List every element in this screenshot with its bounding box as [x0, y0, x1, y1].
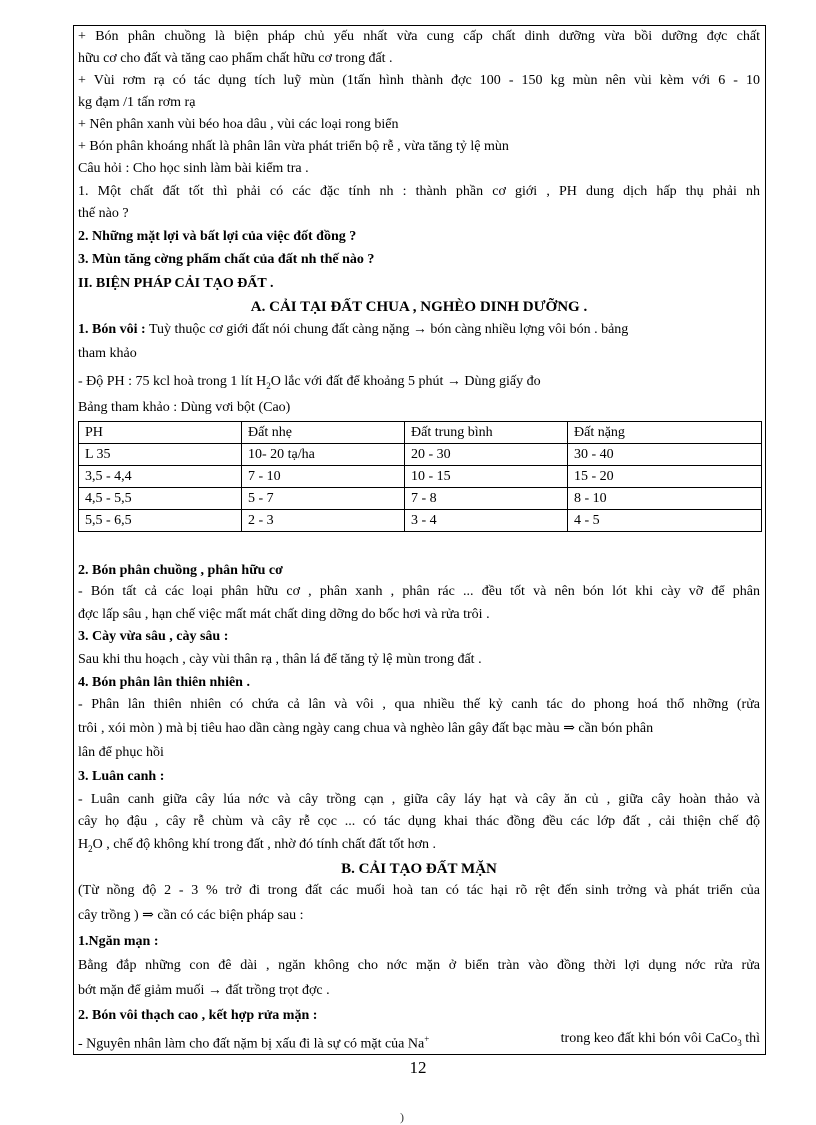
para1-line1: + Bón phân chuồng là biện pháp chủ yếu nhất vừa cung cấp chất dinh dưỡng vừa bồi dưỡng đợc chất — [78, 29, 760, 44]
gypsum-heading: 2. Bón vôi thạch cao , kết hợp rửa mặn : — [78, 1008, 318, 1023]
salt-intro-line2 — [78, 907, 760, 925]
gypsum-text-b: trong keo đất khi bón vôi CaCo — [560, 1031, 738, 1046]
table-caption: Bảng tham khảo : Dùng vơi bột (Cao) — [78, 400, 291, 415]
table-cell: 30 - 40 — [568, 444, 762, 466]
table-cell: 5 - 7 — [242, 488, 405, 510]
double-arrow-icon: ⇒ — [142, 908, 154, 923]
table-cell: 8 - 10 — [568, 488, 762, 510]
lime-line2: tham khảo — [78, 346, 137, 361]
table-header-cell: Đất nặng — [568, 422, 762, 444]
phosphate-heading: 4. Bón phân lân thiên nhiên . — [78, 675, 250, 690]
gypsum-superscript: + — [424, 1034, 430, 1044]
para1-line2: hữu cơ cho đất và tăng cao phẩm chất hữu cơ trong đất . — [78, 51, 393, 66]
para4: + Bón phân khoáng nhất là phân lân vừa phát triển bộ rễ , vừa tăng tỷ lệ mùn — [78, 139, 509, 154]
gypsum-text-a: - Nguyên nhân làm cho đất nặm bị xấu đi là sự có mặt của Na — [78, 1036, 425, 1052]
table-cell: 7 - 10 — [242, 466, 405, 488]
question-3: 3. Mùn tăng cờng phẩm chất của đất nh thế nào ? — [78, 252, 375, 267]
dike-line2-part1: bớt mặn để giảm muối — [78, 983, 205, 998]
ph-text-part3: Dùng giấy đo — [464, 374, 541, 389]
ph-text-part1: - Độ PH : 75 kcl hoà trong 1 lít H — [78, 374, 267, 389]
table-cell: 3,5 - 4,4 — [79, 466, 242, 488]
dike-line1: Bằng đắp những con đê dài , ngăn không cho nớc mặn ở biển tràn vào đồng thời lợi dụng nớc rửa rửa — [78, 958, 760, 973]
question-1-line1: 1. Một chất đất tốt thì phải có các đặc tính nh : thành phần cơ giới , PH dung dịch hấp thụ phải nh — [78, 184, 760, 199]
table-cell: 10- 20 tạ/ha — [242, 444, 405, 466]
rotation-line1: - Luân canh giữa cây lúa nớc và cây trồng cạn , giữa cây láy hạt và cây ăn củ , giữa cây hoàn thảo và — [78, 792, 760, 807]
gypsum-line1-part1 — [78, 1030, 429, 1054]
rotation-line2: cây họ đậu , cây rễ chùm và cây rễ cọc ... có tác dụng khai thác đồng đều các lớp đất , cải thiện chế độ — [78, 814, 760, 829]
table-header-cell: PH — [79, 422, 242, 444]
phosphate-line1: - Phân lân thiên nhiên có chứa cả lân và vôi , qua nhiều thế kỷ canh tác do phong hoá thổ nhỡng (rửa — [78, 697, 760, 712]
manure-line2: đợc lấp sâu , hạn chế việc mất mát chất ding dỡng do bốc hơi và rửa trôi . — [78, 607, 490, 622]
rotation-line3-part2: O , chế độ không khí trong đất , nhờ đó tính chất đất tốt hơn . — [92, 837, 436, 852]
plow-text: Sau khi thu hoạch , cày vùi thân rạ , thân lá để tăng tỷ lệ mùn trong đất . — [78, 652, 482, 667]
question-2: 2. Những mặt lợi và bất lợi của việc đốt đồng ? — [78, 229, 357, 244]
content-frame — [73, 25, 766, 1055]
table-cell: 7 - 8 — [405, 488, 568, 510]
table-cell: 5,5 - 6,5 — [79, 510, 242, 532]
subsection-b-title: B. CẢI TẠO ĐẤT MẶN — [341, 861, 497, 877]
right-arrow-icon: → — [207, 983, 222, 998]
para2-line1: + Vùi rơm rạ có tác dụng tích luỹ mùn (1tấn hình thành đợc 100 - 150 kg mùn nên vùi kèm với 6 - 10 — [78, 73, 760, 88]
lime-reference-table — [78, 421, 762, 532]
dike-line2-part2: đất trồng trọt đợc . — [225, 983, 330, 998]
lime-line1 — [78, 321, 760, 339]
rotation-line3-h: H — [78, 837, 89, 852]
manure-line1: - Bón tất cả các loại phân hữu cơ , phân xanh , phân rác ... đều tốt và nên bón lót khi cày vỡ để phân — [78, 584, 760, 599]
table-header-row — [79, 422, 762, 444]
ph-subscript: 2 — [266, 380, 271, 391]
plow-heading: 3. Cày vừa sâu , cày sâu : — [78, 629, 229, 644]
table-cell: 20 - 30 — [405, 444, 568, 466]
table-row — [79, 444, 762, 466]
salt-line2-part1: cây trồng ) — [78, 908, 139, 923]
table-cell: 4,5 - 5,5 — [79, 488, 242, 510]
table-row — [79, 466, 762, 488]
phosphate-line2-part2: cần bón phân — [578, 721, 654, 736]
section-2-title: II. BIỆN PHÁP CẢI TẠO ĐẤT . — [78, 276, 274, 291]
gypsum-text-c: thì — [745, 1031, 760, 1046]
dike-heading: 1.Ngăn mạn : — [78, 934, 159, 949]
salt-intro-line1: (Từ nồng độ 2 - 3 % trở đi trong đất các muối hoà tan có tác hại rõ rệt đến sinh trởng và phát triển của — [78, 883, 760, 898]
manure-heading: 2. Bón phân chuồng , phân hữu cơ — [78, 563, 283, 578]
gypsum-line1 — [78, 1030, 760, 1054]
lime-text-part1: Tuỳ thuộc cơ giới đất nói chung đất càng nặng — [148, 322, 410, 337]
ph-text-part2: O lắc với đất để khoảng 5 phút — [270, 374, 444, 389]
question-1-line2: thế nào ? — [78, 206, 129, 221]
ph-measure-line — [78, 373, 760, 395]
right-arrow-icon: → — [446, 374, 461, 389]
salt-line2-part2: cần có các biện pháp sau : — [157, 908, 304, 923]
footer-mark: ) — [400, 1110, 404, 1124]
dike-line2 — [78, 982, 760, 1000]
table-header-cell: Đất nhẹ — [242, 422, 405, 444]
table-cell: 2 - 3 — [242, 510, 405, 532]
para3: + Nên phân xanh vùi béo hoa dâu , vùi các loại rong biển — [78, 117, 399, 132]
rotation-line3 — [78, 836, 760, 858]
phosphate-line3: lân để phục hồi — [78, 745, 164, 760]
table-row — [79, 488, 762, 510]
lime-heading: 1. Bón vôi : — [78, 322, 146, 337]
lime-text-part2: bón càng nhiều lợng vôi bón . bảng — [430, 322, 629, 337]
phosphate-line2 — [78, 720, 760, 738]
para2-line2: kg đạm /1 tấn rơm rạ — [78, 95, 196, 110]
table-cell: 10 - 15 — [405, 466, 568, 488]
phosphate-line2-part1: trôi , xói mòn ) mà bị tiêu hao dần càng ngày cang chua và nghèo lân gây đất bạc màu — [78, 721, 560, 736]
gypsum-subscript: 3 — [737, 1037, 742, 1048]
subsection-a-title: A. CẢI TẠI ĐẤT CHUA , NGHÈO DINH DƯỠNG . — [250, 299, 588, 315]
table-cell: L 35 — [79, 444, 242, 466]
table-header-cell: Đất trung bình — [405, 422, 568, 444]
rotation-heading: 3. Luân canh : — [78, 769, 165, 784]
question-intro: Câu hỏi : Cho học sinh làm bài kiểm tra . — [78, 161, 309, 176]
page-number: 12 — [409, 1058, 427, 1077]
table-row — [79, 510, 762, 532]
table-cell: 4 - 5 — [568, 510, 762, 532]
table-cell: 15 - 20 — [568, 466, 762, 488]
gypsum-line1-part2 — [561, 1030, 760, 1054]
right-arrow-icon: → — [412, 322, 427, 337]
rotation-subscript: 2 — [88, 843, 93, 854]
table-cell: 3 - 4 — [405, 510, 568, 532]
double-arrow-icon: ⇒ — [563, 721, 575, 736]
